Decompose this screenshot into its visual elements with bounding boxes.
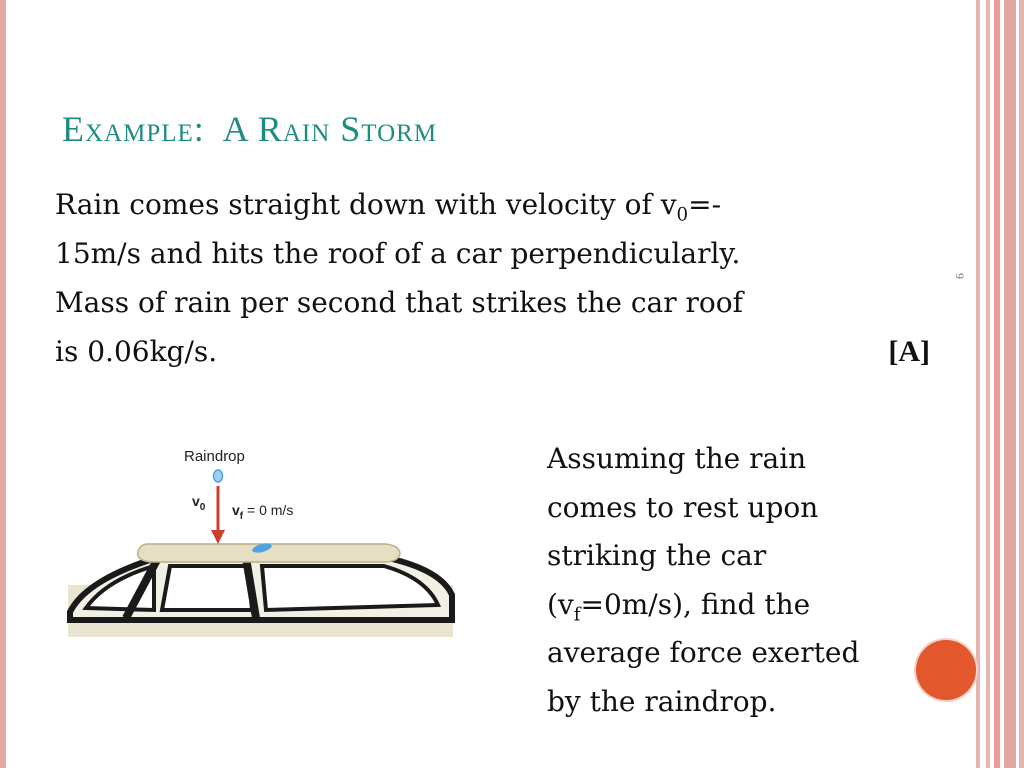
vf-label: $v_f = 0$ m/s xyxy=(232,502,294,522)
left-border xyxy=(0,0,6,768)
slide-title: Example: A Rain Storm xyxy=(62,109,438,149)
right-border-stripes xyxy=(976,0,1024,768)
car-window-middle xyxy=(162,566,252,610)
slide-number: 9 xyxy=(953,273,967,279)
question-line-5: average force exerted xyxy=(547,636,860,669)
question-line-3: striking the car xyxy=(547,539,767,572)
statement-line-3: Mass of rain per second that strikes the car roof xyxy=(55,286,743,319)
car-roof-figure xyxy=(66,440,456,640)
velocity-arrowhead xyxy=(211,530,225,544)
question-line-1: Assuming the rain xyxy=(547,442,807,475)
v0-label: $v_0$ xyxy=(192,493,206,513)
statement-line-1: Rain comes straight down with velocity of $v_0=-$ xyxy=(55,188,722,226)
statement-line-4: is 0.06kg/s. [A] xyxy=(55,327,930,376)
question-line-4: $(v_f=0m/s)$, find the xyxy=(547,587,811,626)
question-text xyxy=(547,435,947,726)
equation-tag: [A] xyxy=(888,335,930,368)
statement-line-2: 15m/s and hits the roof of a car perpendicularly. xyxy=(55,237,741,270)
problem-statement xyxy=(55,180,940,376)
raindrop-label: Raindrop xyxy=(184,448,245,465)
question-line-2: comes to rest upon xyxy=(547,490,819,524)
question-line-6: by the raindrop. xyxy=(547,684,777,718)
raindrop-icon xyxy=(214,470,223,482)
decorative-circle xyxy=(916,640,976,700)
